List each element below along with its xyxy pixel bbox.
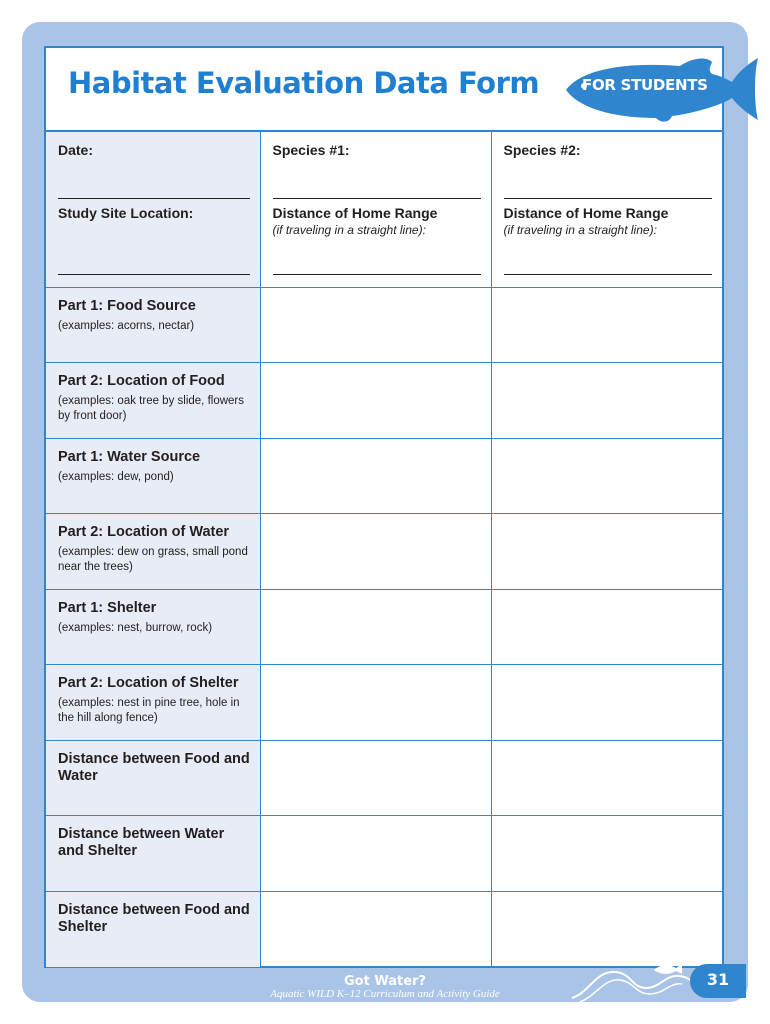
table-row [46, 665, 722, 741]
species1-entry[interactable] [260, 438, 491, 514]
species1-entry[interactable] [260, 589, 491, 665]
row-example: (examples: acorns, nectar) [58, 319, 195, 332]
study-site-label: Study Site Location: [58, 205, 194, 221]
row-example: (examples: nest, burrow, rock) [58, 621, 213, 634]
species2-entry[interactable] [491, 287, 722, 363]
species1-cell [260, 131, 491, 287]
species2-entry[interactable] [491, 363, 722, 439]
row-title: Distance between Food and Water [58, 750, 250, 784]
footer-tagline: Got Water? [344, 974, 426, 989]
species1-entry[interactable] [260, 891, 491, 967]
row-label-food-shelter-distance [46, 891, 260, 967]
row-example: (examples: oak tree by slide, flowers by front door) [58, 395, 244, 422]
evaluation-table [46, 130, 722, 967]
footer-guide-title: Aquatic WILD K–12 Curriculum and Activity Guide [270, 988, 500, 1000]
table-row [46, 287, 722, 363]
species2-range-note: (if traveling in a straight line): [503, 223, 657, 237]
species1-entry[interactable] [260, 740, 491, 816]
species1-range-label: Distance of Home Range [272, 205, 438, 221]
row-example: (examples: dew on grass, small pond near the trees) [58, 546, 248, 573]
row-label-water-location [46, 514, 260, 590]
species1-entry[interactable] [260, 816, 491, 892]
row-title: Distance between Food and Shelter [58, 901, 250, 935]
row-label-shelter [46, 589, 260, 665]
species2-entry[interactable] [491, 438, 722, 514]
page-title: Habitat Evaluation Data Form [68, 66, 540, 100]
species1-range-field[interactable] [273, 274, 481, 275]
for-students-badge: FOR STUDENTS [582, 76, 708, 94]
data-form [44, 46, 724, 968]
row-label-food-source [46, 287, 260, 363]
species1-label: Species #1: [272, 142, 350, 158]
table-row [46, 438, 722, 514]
row-label-water-shelter-distance [46, 816, 260, 892]
row-title: Part 2: Location of Food [58, 373, 225, 389]
row-title: Distance between Water and Shelter [58, 826, 225, 859]
row-label-food-water-distance [46, 740, 260, 816]
fish-wave-icon [570, 958, 710, 1004]
species1-entry[interactable] [260, 363, 491, 439]
species1-entry[interactable] [260, 665, 491, 741]
table-row [46, 891, 722, 967]
row-example: (examples: dew, pond) [58, 470, 174, 483]
table-row [46, 363, 722, 439]
row-title: Part 1: Water Source [58, 448, 201, 465]
row-title: Part 1: Shelter [58, 599, 157, 616]
study-site-field[interactable] [58, 274, 250, 275]
table-row [46, 740, 722, 816]
row-label-water-source [46, 438, 260, 514]
info-row [46, 131, 722, 287]
row-title: Part 2: Location of Water [58, 524, 230, 540]
page-number: 31 [706, 970, 730, 989]
species2-range-field[interactable] [504, 274, 713, 275]
row-label-shelter-location [46, 665, 260, 741]
species2-entry[interactable] [491, 816, 722, 892]
species1-entry[interactable] [260, 514, 491, 590]
species1-entry[interactable] [260, 287, 491, 363]
species2-entry[interactable] [491, 589, 722, 665]
species2-range-label: Distance of Home Range [503, 205, 669, 221]
row-label-food-location [46, 363, 260, 439]
date-label: Date: [58, 142, 94, 158]
row-title: Part 1: Food Source [58, 297, 196, 314]
date-field[interactable] [58, 198, 250, 199]
row-example: (examples: nest in pine tree, hole in the hill along fence) [58, 697, 240, 724]
species2-entry[interactable] [491, 740, 722, 816]
row-title: Part 2: Location of Shelter [58, 675, 239, 691]
species2-field[interactable] [504, 198, 713, 199]
date-site-cell [46, 131, 260, 287]
species2-cell [491, 131, 722, 287]
species2-label: Species #2: [503, 142, 581, 158]
species2-entry[interactable] [491, 514, 722, 590]
species2-entry[interactable] [491, 891, 722, 967]
table-row [46, 816, 722, 892]
table-row [46, 514, 722, 590]
species1-range-note: (if traveling in a straight line): [272, 223, 426, 237]
table-row [46, 589, 722, 665]
form-header [46, 48, 722, 130]
species1-field[interactable] [273, 198, 481, 199]
species2-entry[interactable] [491, 665, 722, 741]
